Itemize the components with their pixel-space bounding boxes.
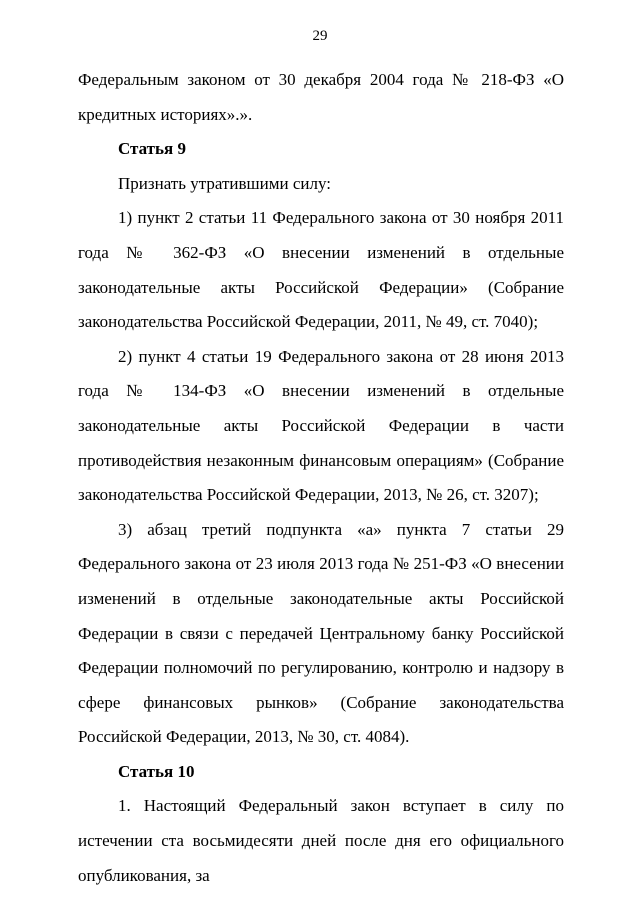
article-9-heading: Статья 9 xyxy=(118,139,186,159)
paragraph-continuation: Федеральным законом от 30 декабря 2004 года № 218-ФЗ «О кредитных историях».». xyxy=(78,70,564,124)
paragraph-item-2: 2) пункт 4 статьи 19 Федерального закона от 28 июня 2013 года № 134-ФЗ «О внесении изменений в отдельные законодательные акты Российской Федерации в части противодействия незаконным финансовым операциям» (Собрание законодательства Российской Федерации, 2013, № 26, ст. 3207); xyxy=(78,346,564,505)
paragraph-item-3: 3) абзац третий подпункта «а» пункта 7 статьи 29 Федерального закона от 23 июля 2013 года № 251-ФЗ «О внесении изменений в отдельные законодательные акты Российской Федерации в связи с передачей Центральному банку Российской Федерации полномочий по регулированию, контролю и надзору в сфере финансовых рынков» (Собрание законодательства Российской Федерации, 2013, № 30, ст. 4084). xyxy=(78,519,564,747)
paragraph-item-1: 1) пункт 2 статьи 11 Федерального закона от 30 ноября 2011 года № 362-ФЗ «О внесении изменений в отдельные законодательные акты Российской Федерации» (Собрание законодательства Российской Федерации, 2011, № 49, ст. 7040); xyxy=(78,208,564,332)
paragraph-article-10-1: 1. Настоящий Федеральный закон вступает в силу по истечении ста восьмидесяти дней после дня его официального опубликования, за xyxy=(78,796,564,885)
article-10-heading: Статья 10 xyxy=(118,761,195,781)
document-body xyxy=(78,63,564,893)
page-number: 29 xyxy=(312,28,328,44)
paragraph-repeal-intro: Признать утратившими силу: xyxy=(118,173,331,193)
